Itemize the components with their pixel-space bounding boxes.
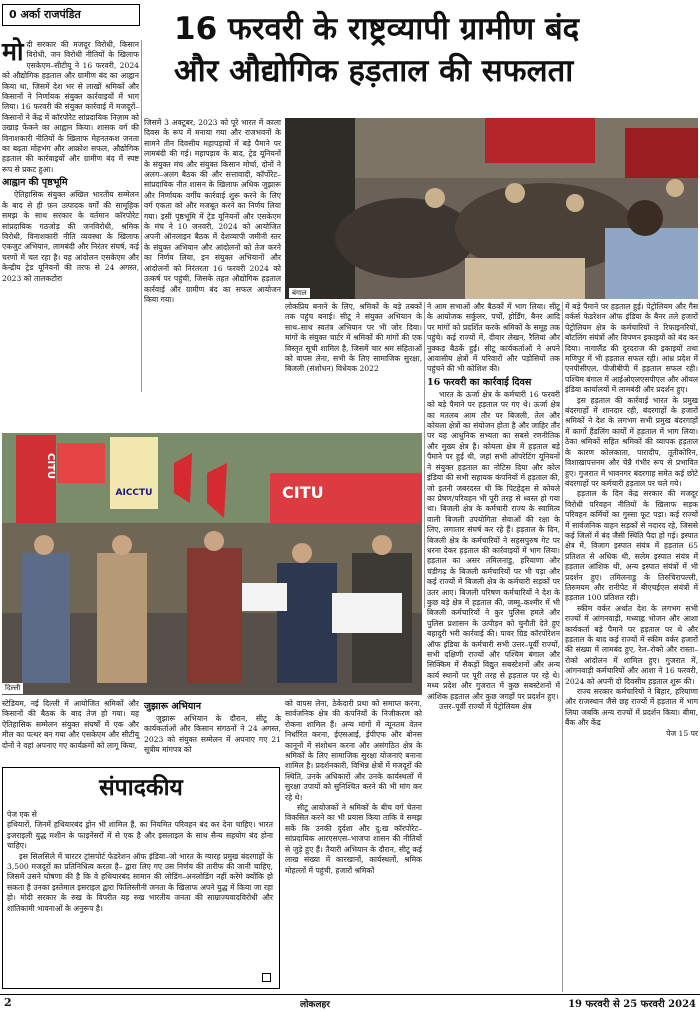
bottom-left-text: स्टेडियम, नई दिल्ली में आयोजित श्रमिकों और किसानों की बैठक के बाद तेज हो गया। यह ऐतिहासिक सम्मेलन संयुक्त संघर्षों में एक और मील का पत्थर बन गया और एसकेएम और सीटीयू दोनों ने वहां अपनाए गए कार्यक्रमों को लागू किया, (2, 699, 139, 750)
right-column-p4: स्कीम वर्कर अर्थात देश के लगभग सभी राज्यों में आंगनवाड़ी, मध्याह्न भोजन और आशा कार्यकर्ता बड़े पैमाने पर हड़ताल पर थे और हड़ताल के बाद कई राज्यों में स्कीम वर्कर हजारों की संख्या में लामबंद हुए, रेल–रोको और रास्ता–रोको आंदोलन में शामिल हुए। गुजरात में, आंगनवाड़ी कर्मचारियों और आशा ने 16 फरवरी, 2024 को अपनी दो दिवसीय हड़ताल शुरू की। (565, 603, 698, 686)
photo-bengal-caption: बंगाल (289, 288, 310, 298)
bottom-middle-subhead: जुझारू अभियान (144, 701, 202, 712)
row2-column-2-p1: ने आम सभाओं और बैठकों में भाग लिया। सीटू के आयोजक सर्कुलर, पर्चों, होर्डिंग, बैनर आदि पर मांगों को प्रदर्शित करके श्रमिकों के समूह तक पहुंचे। कई राज्यों में, दीवार लेखन, रैलियां और नुक्कड़ बैठकें हुईं। सीटू कार्यकर्ताओं ने अपने आवासीय क्षेत्रों में परिवारों और पड़ोसियों तक पहुंचने की भी कोशिश की। (427, 302, 560, 374)
column-divider (562, 302, 563, 992)
left-column-p1: दी सरकार की मजदूर विरोधी, किसान विरोधी, जन विरोधी नीतियों के खिलाफ एसकेएम–सीटीयू ने 16 फरवरी, 2024 को औद्योगिक हड़ताल और ग्रामीण बंद का आह्वान किया था, जिसमें देश भर से लाखों श्रमिकों और किसानों ने निर्णायक संयुक्त कार्रवाइयों में भाग लिया। 16 फरवरी की संयुक्त कार्रवाई में मजदूरों–किसानों ने केंद्र में कॉरपोरेट सांप्रदायिक निज़ाम को उखाड़ फेंकने का आह्वान किया। शासक वर्ग की विनाशकारी नीतियों के खिलाफ मेहनतकश जनता का बढ़ता मोहभंग और आक्रोश सफल, औद्योगिक हड़ताल की कार्रवाइयों और ग्रामीण बंद में स्पष्ट रूप से प्रकट हुआ। (2, 40, 139, 174)
kicker-text: 0 अर्का राजपंडित (9, 8, 81, 21)
drop-cap: मो (2, 37, 24, 66)
citu-flag-label: CITU (45, 453, 56, 480)
bottom-middle2-p2: सीटू आयोजकों ने श्रमिकों के बीच वर्ग चेतना विकसित करने का भी प्रयास किया ताकि वे समझ सकें कि उनकी दुर्दशा और दु:ख कॉरपोरेट–सांप्रदायिक आरएसएस–भाजपा शासन की नीतियों से जुड़े हुए हैं। तैयारी अभियान के दौरान, सीटू कई लाख संख्या में कारखानों, कार्यस्थलों, श्रमिक मोहल्लों में पहुंची, हजारों श्रमिकों (285, 803, 422, 875)
citu-banner-label: CITU (282, 483, 324, 502)
bottom-middle-text: जुझारू अभियान के दौरान, सीटू के कार्यकर्ताओं और किसान संगठनों ने 24 अगस्त, 2023 को संयुक्त सम्मेलन में अपनाए गए 21 सूत्रीय मांगपत्र को (144, 714, 281, 755)
photo-delhi-caption: दिल्ली (2, 683, 23, 694)
end-mark-icon (262, 973, 271, 982)
row2-column-2-p3: उत्तर–पूर्वी राज्यों में पेट्रोलियम क्षेत्र (439, 702, 532, 712)
headline-line-2: और औद्योगिक हड़ताल की सफलता (174, 53, 574, 89)
photo-delhi (2, 433, 422, 695)
footer-date: 19 फरवरी से 25 फरवरी 2024 (568, 999, 696, 1010)
footer-publication: लोकलहर (300, 1000, 330, 1010)
bottom-left-column (2, 699, 139, 761)
row2-column-1 (285, 302, 422, 428)
editorial-p2: इस सिलसिले में चारटर ट्रांसपोर्ट फेडरेशन ऑफ इंडिया–जो भारत के ग्यारह प्रमुख बंदरगाहों के 3,500 मजदूरों का प्रतिनिधित्व करता है– द्वारा लिए गए उस निर्णय की तारीफ की जानी चाहिए, जिसमें उसने घोषणा की है कि वे हथियारबंद सामान की लोडिंग–अनलोडिंग नहीं करेंगे क्योंकि हो सकता है उनका इस्तेमाल इसराइल द्वारा फिलिस्तीनी जनता के खिलाफ अपने युद्ध में किया जा रहा हो। मोदी सरकार के रुख के विपरीत यह रुख भारतीय जनता की साम्राज्यवादविरोधी और शांतिकामी भावनाओं के अनुरूप है। (7, 851, 273, 913)
bottom-middle2-p1: को वापस लेना, ठेकेदारी प्रथा को समाप्त करना, सार्वजनिक क्षेत्र की कंपनियों के निजीकरण को रोकना शामिल हैं। अन्य मांगों में न्यूनतम वेतन निर्धारित करना, ईएसआई, ईपीएफ और बोनस कानूनों में संशोधन करना और असंगठित क्षेत्र के श्रमिकों के लिए सामाजिक सुरक्षा योजनाएं बनाना शामिल है। प्रदर्शनकारी, विभिन्न क्षेत्रों में मजदूरों की स्थिति, उनके अधिकारों और उनके कार्यस्थलों में सुरक्षा उपायों को सुनिश्चित करने की भी मांग कर रहे थे। (285, 699, 422, 802)
kicker-box (2, 4, 140, 26)
editorial-box (2, 767, 280, 989)
row2-column-2-p2: भारत के ऊर्जा क्षेत्र के कर्मचारी 16 फरवरी को बड़े पैमाने पर हड़ताल पर गए थे। ऊर्जा क्षेत्र का मतलब आम तौर पर बिजली, तेल और कोयला क्षेत्रों का संयोजन होता है और जाहिर तौर पर यह आधुनिक सभ्यता का सबसे रणनीतिक और मुख्य क्षेत्र है। कोयला क्षेत्र में हड़ताल बड़े पैमाने पर हुई थी, जहां सभी ऑपरेटिंग यूनियनों ने संयुक्त हड़ताल का नोटिस दिया और कोल इंडिया की सभी सहायक कंपनियों में हड़ताल की, जो इतनी जबरदस्त थी कि पिटहेड्स से कोयले का प्रेषण/परिवहन भी पूरी तरह से ध्वस्त हो गया था। बिजली क्षेत्र के कर्मचारी राज्य के स्वामित्व वाली बिजली उपयोगिता सेवाओं की रक्षा के लिए, लगातार संघर्ष कर रहे हैं। हड़ताल के दिन, बिजली क्षेत्र के कर्मचारियों ने सहसपुरुष गेट पर धरना देकर हड़ताल की कार्रवाइयों में भाग लिया। हड़ताल का असर तमिलनाडु, हरियाणा और चंडीगढ़ के बिजली कर्मचारियों पर भी पड़ा और कई राज्यों में बिजली क्षेत्र के कर्मचारी सड़कों पर उतर आए। बिजली परिषण कर्मचारियों ने देश के कुछ बड़े क्षेत्र में हड़ताल की, जम्मू–कश्मीर में भी बिजली कर्मचारियों ने कुर पुलिस हमले और पुलिस प्रशासन के उत्पीड़न को चुनौती देते हुए बहादुरी भरी कार्रवाई की। पावर ग्रिड कॉरपोरेशन ऑफ इंडिया के कर्मचारी सभी उत्तर–पूर्वी राज्यों, सभी दक्षिणी राज्यों और पश्चिम बंगाल और सिक्किम में सैकड़ों विद्युत सबस्टेशनों और अन्य कार्य स्थानों पर पूरी तरह से हड़ताल पर रहे थे। मध्य प्रदेश और गुजरात में कुछ सबस्टेशनों में आंशिक हड़ताल और कुछ जगहों पर प्रदर्शन हुए। (427, 389, 560, 701)
bottom-middle-column (144, 699, 281, 761)
editorial-title: संपादकीय (99, 774, 183, 801)
row2-column-2-subhead: 16 फरवरी का कार्रवाई दिवस (427, 376, 532, 388)
bottom-middle2-column (285, 699, 422, 989)
footer-page-number: 2 (4, 996, 12, 1009)
editorial-label: पेज एक से (7, 810, 37, 819)
photo-bengal (285, 118, 698, 299)
editorial-p1: हथियारों, जिनमें हथियारबंद ड्रोन भी शामिल हैं, का नियमित परिवहन बंद कर देना चाहिए। भारत इजराइली युद्ध मशीन के फाइनेंसरों में से एक है और इसलाइल के साथ सैन्य सहयोग बंद होना चाहिए। (7, 820, 273, 851)
headline-line-1: 16 फरवरी के राष्ट्रव्यापी ग्रामीण बंद (174, 11, 580, 47)
left-column-p2: ऐतिहासिक संयुक्त अखिल भारतीय सम्मेलन के बाद से ही फ़न उत्पादक वर्गों की सामूहिक समझ के साथ सरकार के वर्तमान कॉरपोरेट सांप्रदायिक गठजोड़ की जनविरोधी, श्रमिक विरोधी, विनाशकारी नीति व्यवस्था के खिलाफ एकजुट अभियान, लामबंदी और निरंतर संघर्ष, कई चरणों में चल रहा है। यह आंदोलन एसकेएम और केन्द्रीय ट्रेड यूनियनों की तरफ से 24 अगस्त, 2023 को तालकटोरा (2, 190, 139, 283)
column-divider (424, 302, 425, 608)
photo-delhi-image (2, 433, 422, 695)
editorial-body (7, 810, 273, 984)
right-column-p5: राज्य सरकार कर्मचारियों ने बिहार, हरियाणा और राजस्थान जैसे छह राज्यों में हड़ताल में भाग लिया जबकि अन्य राज्यों में प्रदर्शन किया। बीमा, बैंक और केंद्र (565, 687, 698, 728)
left-column-subhead: आह्वान की पृष्ठभूमि (2, 177, 68, 189)
headline (160, 8, 700, 92)
middle-column-top (144, 118, 281, 392)
aicctu-sign: AICCTU (115, 488, 153, 498)
column-divider (141, 40, 142, 392)
row2-column-2 (427, 302, 560, 712)
left-column (2, 37, 139, 392)
right-column (565, 302, 698, 990)
right-column-p3: हड़ताल के दिन केंद्र सरकार की मजदूर विरोधी परिवहन नीतियों के खिलाफ सड़क परिवहन कर्मियों का गुस्सा फूट पड़ा। कई राज्यों में सार्वजनिक वाहन सड़कों से नदारद रहे, जिससे कई जिलों में बंद जैसी स्थिति पैदा हो गई। इस्पात क्षेत्र में, विजाग इस्पात संयंत्र में हड़ताल 65 प्रतिशत से अधिक थी, सलेम इस्पात संयंत्र में हड़ताल आंशिक थी, अन्य इस्पात संयंत्रों में भी प्रदर्शन हुए। तमिलनाडु के तिरुचिरापल्ली, तिरुमयम और रानीपेट में बीएचईएल संयंत्रों में हड़ताल 100 प्रतिशत रही। (565, 489, 698, 603)
middle-column-p1: जिसमें 3 अक्टूबर, 2023 को पूरे भारत में काला दिवस के रूप में मनाया गया और राजभवनों के सामने तीन दिवसीय महापड़ावों में बड़े पैमाने पर लामबंदी की गई। महापड़ाव के बाद, ट्रेड यूनियनों के संयुक्त मंच और संयुक्त किसान मोर्चा, दोनों ने अलग–अलग बैठक की और सत्तावादी, कॉर्पोरेट–सांप्रदायिक नीत शासन के खिलाफ अधिक जुझारू और निर्णायक वर्गीय कार्रवाई शुरू करने के लिए वर्ग एकता को और मजबूत करने का निर्णय लिया गया। इसी पृष्ठभूमि में ट्रेड यूनियनों और एसकेएम के मंच ने 10 जनवरी, 2024 को आयोजित अपनी ऑनलाइन बैठक में देशव्यापी जमीनी स्तर के संयुक्त अभियान और आंदोलनों को तेज करने का निर्णय लिया, इन संयुक्त अभियानों और आंदोलनों को निरंतरता 16 फरवरी 2024 को उत्कर्ष पर पहुंची, जिसके तहत औद्योगिक हड़ताल कार्रवाई और ग्रामीण बंद का सफल आयोजन किया गया। (144, 118, 281, 304)
right-column-p2: इस हड़ताल की कार्रवाई भारत के प्रमुख बंदरगाहों में शानदार रही, बंदरगाहों के हजारों श्रमिकों ने देश के लगभग सभी प्रमुख बंदरगाहों में कार्गो हैंडलिंग कार्यों में हड़ताल में भाग लिया। ठेका श्रमिकों सहित श्रमिकों की व्यापक हड़ताल के कारण कोलकाता, पारादीप, तूतीकोरिन, विशाखापत्तनम और चेन्नै गंभीर रूप से प्रभावित हुए। गुजरात में भावनगर बंदरगाह समेत कई छोटे बंदरगाहों पर कर्मचारी हड़ताल पर चले गये। (565, 395, 698, 488)
continued-on: पेज 15 पर (666, 728, 698, 738)
right-column-p1: में बड़े पैमाने पर हड़ताल हुई। पेट्रोलियम और गैस वर्कर्स फेडरेशन ऑफ इंडिया के बैनर तले हजारों पेट्रोलियम क्षेत्र के कर्मचारियों ने रिफाइनरियों, बॉटलिंग संयंत्रों और विपणन इकाइयों को बंद कर दिया। नागालैंड की दुरदराज की इकाइयों तथा मणिपुर में भी हड़ताल सफल रही। आंध्र प्रदेश में एनपीसीएल, पीजीबीपी में हड़ताल सफल रही। पश्चिम बंगाल में आईओएलएसपीएल और ऑयल इंडिया कार्यालयों में लामबंदी और प्रदर्शन हुए। (565, 302, 698, 395)
footer-rule (0, 994, 700, 995)
row2-column-1-text: लोकप्रिय बनाने के लिए, श्रमिकों के बड़े तबकों तक पहुंच बनाई। सीटू ने संयुक्त अभियान के साथ–साथ स्वतंत्र अभियान पर भी जोर दिया। मांगों के संयुक्त चार्टर में श्रमिकों की मांगों की एक विस्तृत सूची शामिल है, जिसमें चार श्रम संहिताओं को वापस लेना, सभी के लिए सामाजिक सुरक्षा, बिजली (संशोधन) विधेयक 2022 (285, 302, 422, 374)
photo-bengal-image (285, 118, 698, 299)
